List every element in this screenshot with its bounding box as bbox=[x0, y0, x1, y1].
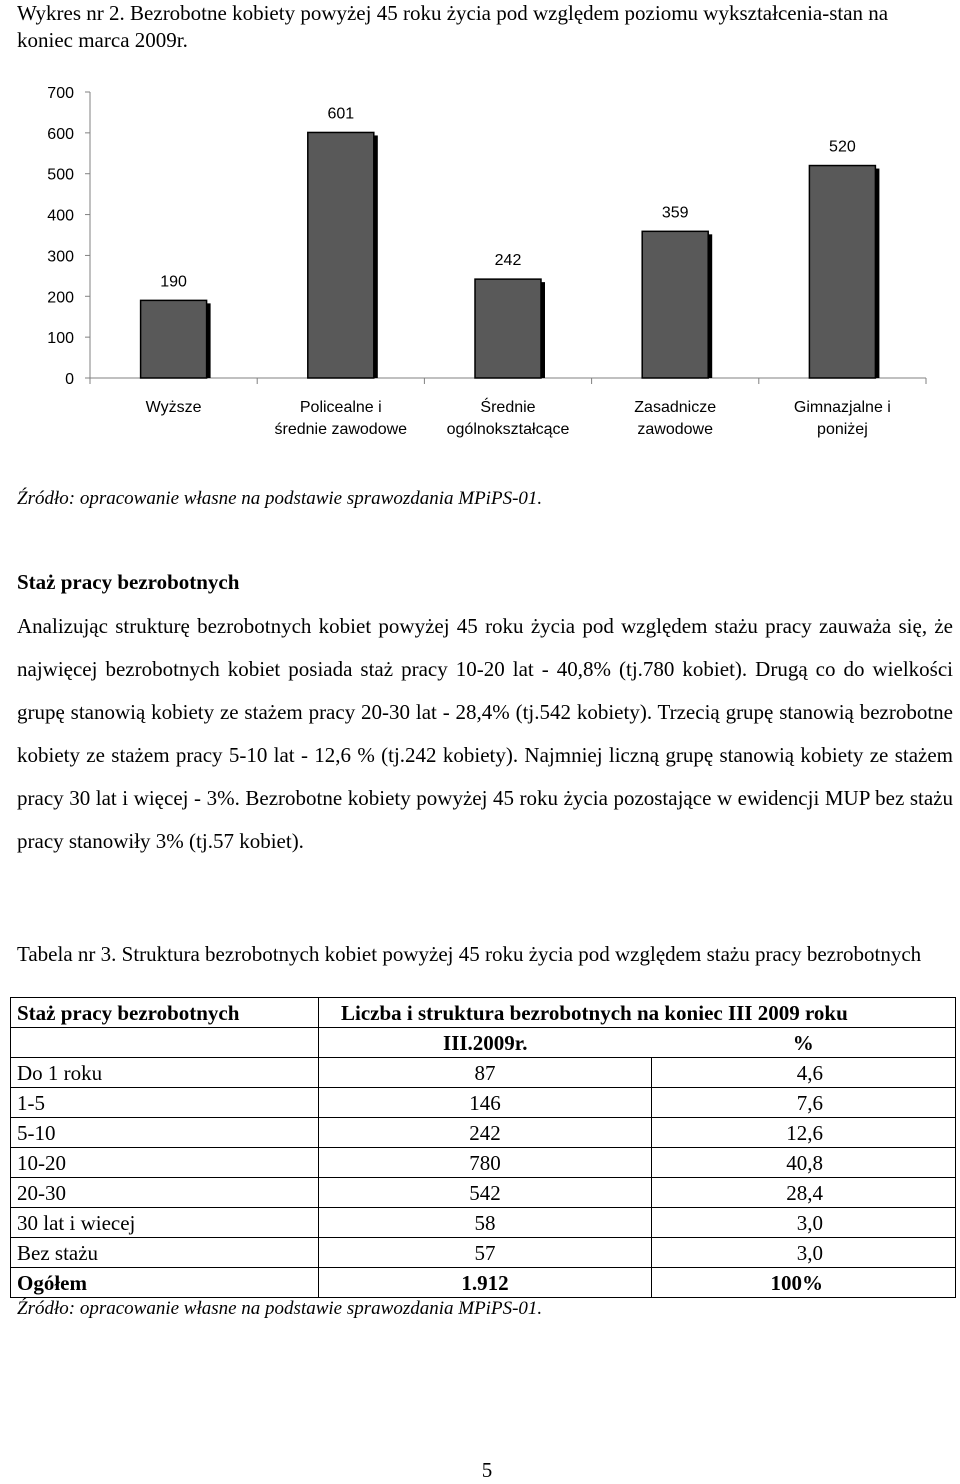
x-category-label: Wyższe bbox=[145, 399, 202, 416]
table-caption: Tabela nr 3. Struktura bezrobotnych kobiet powyżej 45 roku życia pod względem stażu pracy bezrobotnych bbox=[17, 942, 922, 966]
x-category-label: ogólnokształcące bbox=[446, 421, 570, 438]
row-count: 87 bbox=[319, 1058, 652, 1088]
row-percent: 4,6 bbox=[652, 1058, 956, 1088]
bar bbox=[475, 279, 541, 378]
row-percent: 28,4 bbox=[652, 1178, 956, 1208]
table-row bbox=[11, 1208, 956, 1238]
bar-value-label: 520 bbox=[829, 138, 856, 156]
row-count: 780 bbox=[319, 1148, 652, 1178]
row-count: 57 bbox=[319, 1238, 652, 1268]
row-percent: 100% bbox=[652, 1268, 956, 1298]
x-category-label: średnie zawodowe bbox=[274, 421, 408, 438]
row-percent: 40,8 bbox=[652, 1148, 956, 1178]
row-percent: 12,6 bbox=[652, 1118, 956, 1148]
y-tick-label: 700 bbox=[47, 85, 74, 102]
y-tick-label: 300 bbox=[47, 248, 74, 266]
row-label: 30 lat i wiecej bbox=[11, 1208, 319, 1238]
row-label: Bez stażu bbox=[11, 1238, 319, 1268]
row-label: Do 1 roku bbox=[11, 1058, 319, 1088]
y-tick-label: 100 bbox=[47, 330, 74, 348]
row-percent: 3,0 bbox=[652, 1238, 956, 1268]
table-row bbox=[11, 1178, 956, 1208]
table-source-note: Źródło: opracowanie własne na podstawie sprawozdania MPiPS-01. bbox=[17, 1298, 543, 1319]
x-category-label: Średnie bbox=[480, 399, 536, 416]
row-percent: 7,6 bbox=[652, 1088, 956, 1118]
bar bbox=[308, 132, 374, 378]
bar-value-label: 359 bbox=[661, 204, 689, 222]
row-count: 542 bbox=[319, 1178, 652, 1208]
row-count: 146 bbox=[319, 1088, 652, 1118]
chart-caption: Wykres nr 2. Bezrobotne kobiety powyżej 45 roku życia pod względem poziomu wykształcenia-stan na koniec marca 2009r. bbox=[17, 1, 889, 52]
table-row bbox=[11, 1148, 956, 1178]
x-category-label: Policealne i bbox=[299, 399, 382, 416]
header-col-seniority: Staż pracy bezrobotnych bbox=[11, 998, 319, 1028]
bar-value-label: 242 bbox=[494, 252, 522, 270]
bar-value-label: 601 bbox=[327, 105, 355, 123]
y-tick-label: 200 bbox=[47, 289, 74, 307]
header-main: Liczba i struktura bezrobotnych na koniec III 2009 roku bbox=[319, 998, 956, 1028]
bar bbox=[141, 300, 207, 378]
row-count: 58 bbox=[319, 1208, 652, 1238]
section-heading: Staż pracy bezrobotnych bbox=[17, 570, 240, 594]
header-col-percent: % bbox=[652, 1028, 956, 1058]
x-category-label: Zasadnicze bbox=[634, 399, 717, 416]
chart-source-note: Źródło: opracowanie własne na podstawie sprawozdania MPiPS-01. bbox=[17, 488, 543, 509]
bar bbox=[642, 231, 708, 378]
bar-value-label: 190 bbox=[160, 273, 187, 291]
row-label: 1-5 bbox=[11, 1088, 319, 1118]
row-label: Ogółem bbox=[11, 1268, 319, 1298]
x-category-label: poniżej bbox=[817, 421, 868, 438]
table-row bbox=[11, 1118, 956, 1148]
bar bbox=[809, 166, 875, 378]
x-category-label: zawodowe bbox=[637, 421, 714, 438]
table-total-row bbox=[11, 1268, 956, 1298]
bar-chart bbox=[0, 60, 960, 460]
page-number: 5 bbox=[481, 1458, 493, 1482]
y-tick-label: 400 bbox=[47, 207, 74, 225]
body-paragraph: Analizując strukturę bezrobotnych kobiet powyżej 45 roku życia pod względem stażu pracy zauważa się, że najwięcej bezrobotnych kobiet posiada staż pracy 10-20 lat - 40,8% (tj.780 kobiet). Drugą co do wielkości grupę stanowią kobiety ze stażem pracy 20-30 lat - 28,4% (tj.542 kobiety). Trzecią grupę stanowią bezrobotne kobiety ze stażem pracy 5-10 lat - 12,6 % (tj.242 kobiety). Najmniej liczną grupę stanowią kobiety ze stażem pracy 30 lat i więcej - 3%. Bezrobotne kobiety powyżej 45 roku życia pozostające w ewidencji MUP bez stażu pracy stanowiły 3% (tj.57 kobiet). bbox=[17, 614, 953, 853]
y-tick-label: 600 bbox=[47, 125, 74, 143]
row-label: 10-20 bbox=[11, 1148, 319, 1178]
x-category-label: Gimnazjalne i bbox=[793, 399, 891, 416]
row-count: 242 bbox=[319, 1118, 652, 1148]
y-tick-label: 0 bbox=[65, 371, 74, 388]
header-empty-cell bbox=[11, 1028, 319, 1058]
row-percent: 3,0 bbox=[652, 1208, 956, 1238]
seniority-table bbox=[10, 997, 956, 1298]
header-col-count: III.2009r. bbox=[319, 1028, 652, 1058]
table-row bbox=[11, 1238, 956, 1268]
table-row bbox=[11, 1058, 956, 1088]
row-label: 20-30 bbox=[11, 1178, 319, 1208]
table-row bbox=[11, 1088, 956, 1118]
row-label: 5-10 bbox=[11, 1118, 319, 1148]
y-tick-label: 500 bbox=[47, 166, 74, 184]
row-count: 1.912 bbox=[319, 1268, 652, 1298]
